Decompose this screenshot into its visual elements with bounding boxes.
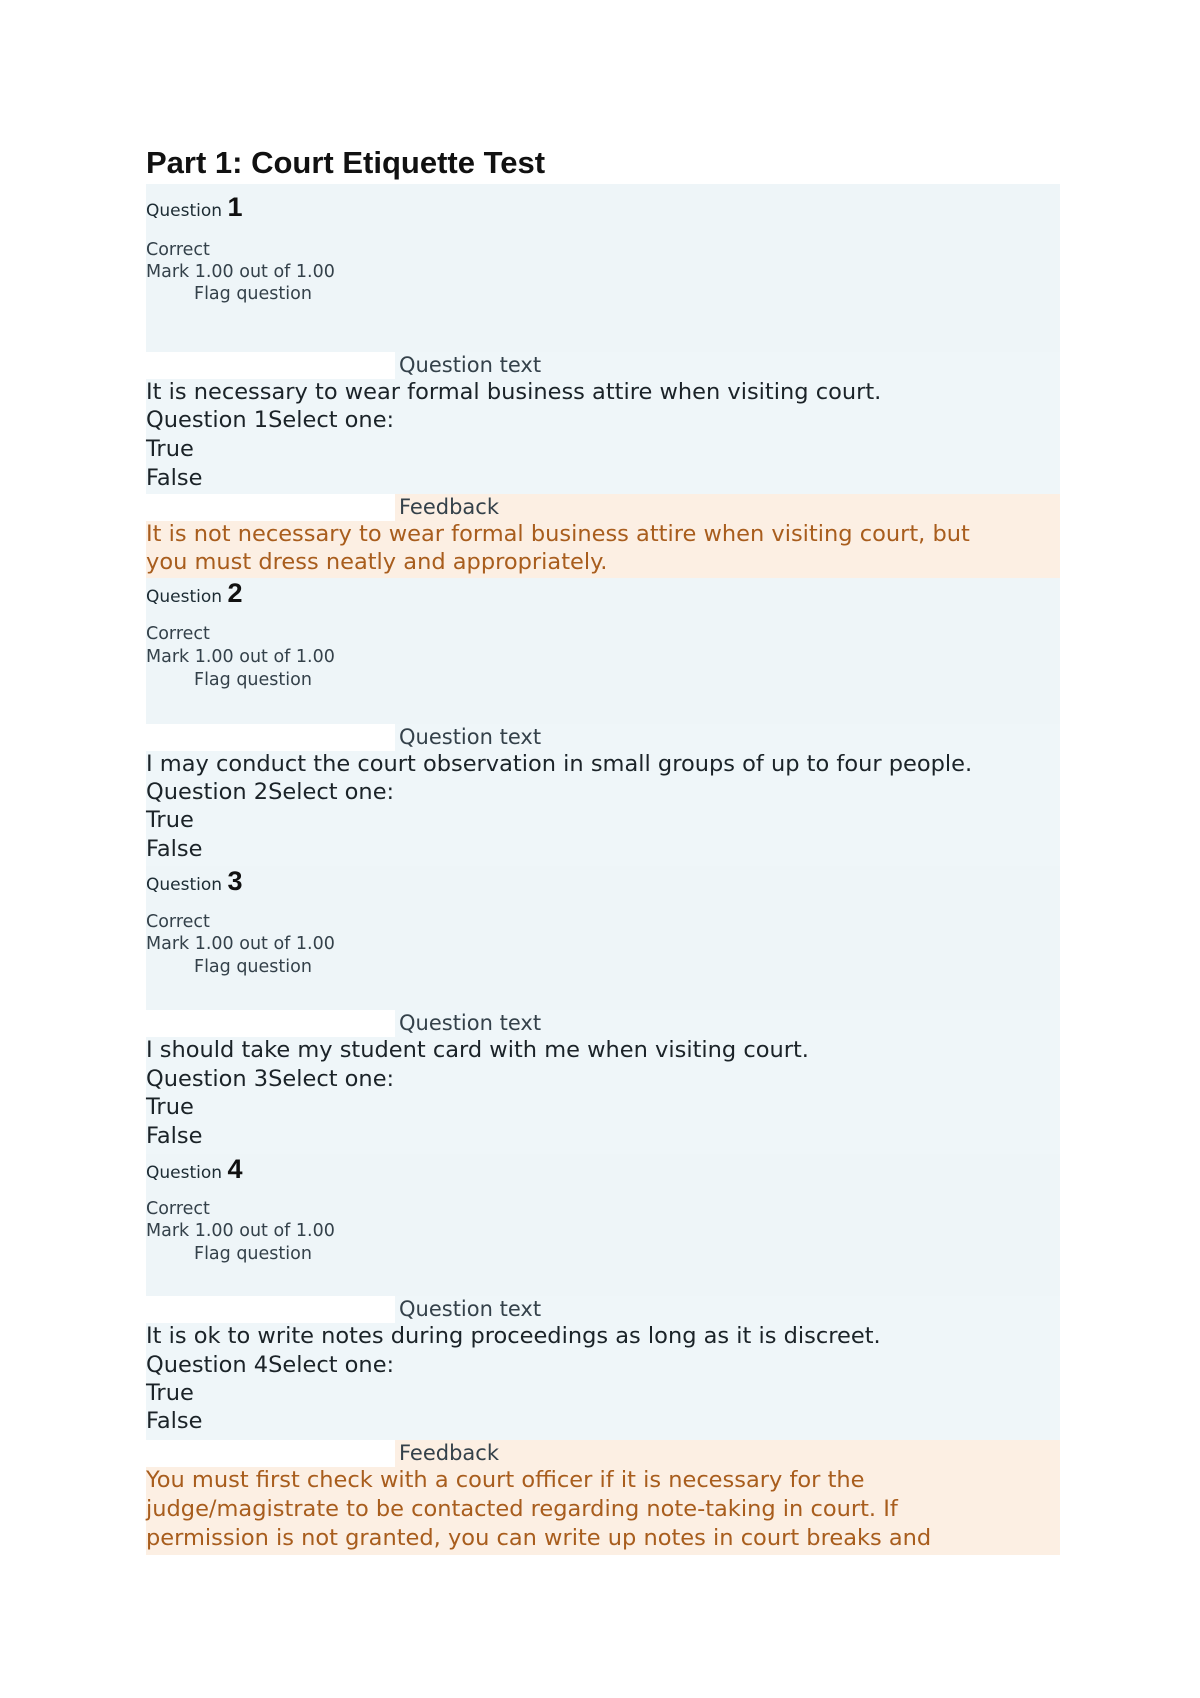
question-mark: Mark 1.00 out of 1.00: [146, 1221, 335, 1241]
question-1-content: [146, 352, 1060, 494]
question-mark: Mark 1.00 out of 1.00: [146, 934, 335, 954]
question-text-header: [146, 352, 1060, 379]
question-text-label: Question text: [399, 353, 542, 377]
question-text-header: [146, 1296, 1060, 1323]
question-2-heading: [146, 578, 242, 609]
question-state: Correct: [146, 912, 210, 932]
option-true[interactable]: True: [146, 1094, 194, 1120]
feedback-line: permission is not granted, you can write up notes in court breaks and: [146, 1525, 932, 1551]
question-number: 3: [227, 866, 243, 896]
question-4-heading: [146, 1154, 242, 1185]
question-text: It is necessary to wear formal business attire when visiting court.: [146, 379, 882, 405]
question-state: Correct: [146, 624, 210, 644]
option-false[interactable]: False: [146, 1123, 203, 1149]
question-number: 1: [227, 192, 243, 222]
question-1-feedback: [146, 494, 1060, 578]
feedback-line: It is not necessary to wear formal business attire when visiting court, but: [146, 521, 970, 547]
option-false[interactable]: False: [146, 465, 203, 491]
question-2-info: [146, 578, 1060, 724]
select-prompt: Question 3Select one:: [146, 1066, 395, 1092]
question-4-info: [146, 1154, 1060, 1296]
question-mark: Mark 1.00 out of 1.00: [146, 262, 335, 282]
option-true[interactable]: True: [146, 807, 194, 833]
question-state: Correct: [146, 1199, 210, 1219]
feedback-label: Feedback: [399, 1441, 500, 1465]
option-true[interactable]: True: [146, 1380, 194, 1406]
feedback-label: Feedback: [399, 495, 500, 519]
question-1-heading: [146, 192, 242, 223]
flag-question-link[interactable]: Flag question: [194, 670, 312, 690]
question-word: Question: [146, 875, 223, 895]
question-state: Correct: [146, 240, 210, 260]
question-text-label: Question text: [399, 1297, 542, 1321]
question-4-feedback: [146, 1440, 1060, 1555]
feedback-line: judge/magistrate to be contacted regarding note-taking in court. If: [146, 1496, 898, 1522]
question-word: Question: [146, 587, 223, 607]
feedback-line: You must first check with a court officer if it is necessary for the: [146, 1467, 865, 1493]
flag-question-link[interactable]: Flag question: [194, 284, 312, 304]
question-3-heading: [146, 866, 242, 897]
question-text: It is ok to write notes during proceedings as long as it is discreet.: [146, 1323, 881, 1349]
question-text-header: [146, 724, 1060, 751]
option-false[interactable]: False: [146, 1408, 203, 1434]
question-mark: Mark 1.00 out of 1.00: [146, 647, 335, 667]
question-number: 4: [227, 1154, 243, 1184]
question-1-info: [146, 184, 1060, 352]
question-2-content: [146, 724, 1060, 866]
question-text-header: [146, 1010, 1060, 1037]
flag-question-link[interactable]: Flag question: [194, 1244, 312, 1264]
option-true[interactable]: True: [146, 436, 194, 462]
question-word: Question: [146, 201, 223, 221]
select-prompt: Question 2Select one:: [146, 779, 395, 805]
flag-question-link[interactable]: Flag question: [194, 957, 312, 977]
question-text: I may conduct the court observation in small groups of up to four people.: [146, 751, 973, 777]
page-title: Part 1: Court Etiquette Test: [146, 145, 546, 180]
question-word: Question: [146, 1163, 223, 1183]
question-number: 2: [227, 578, 243, 608]
feedback-header: [146, 1440, 1060, 1467]
question-text-label: Question text: [399, 725, 542, 749]
select-prompt: Question 1Select one:: [146, 407, 395, 433]
question-3-content: [146, 1010, 1060, 1154]
option-false[interactable]: False: [146, 836, 203, 862]
question-text: I should take my student card with me when visiting court.: [146, 1037, 809, 1063]
question-3-info: [146, 866, 1060, 1010]
feedback-header: [146, 494, 1060, 521]
question-4-content: [146, 1296, 1060, 1440]
select-prompt: Question 4Select one:: [146, 1352, 395, 1378]
feedback-line: you must dress neatly and appropriately.: [146, 549, 608, 575]
question-text-label: Question text: [399, 1011, 542, 1035]
